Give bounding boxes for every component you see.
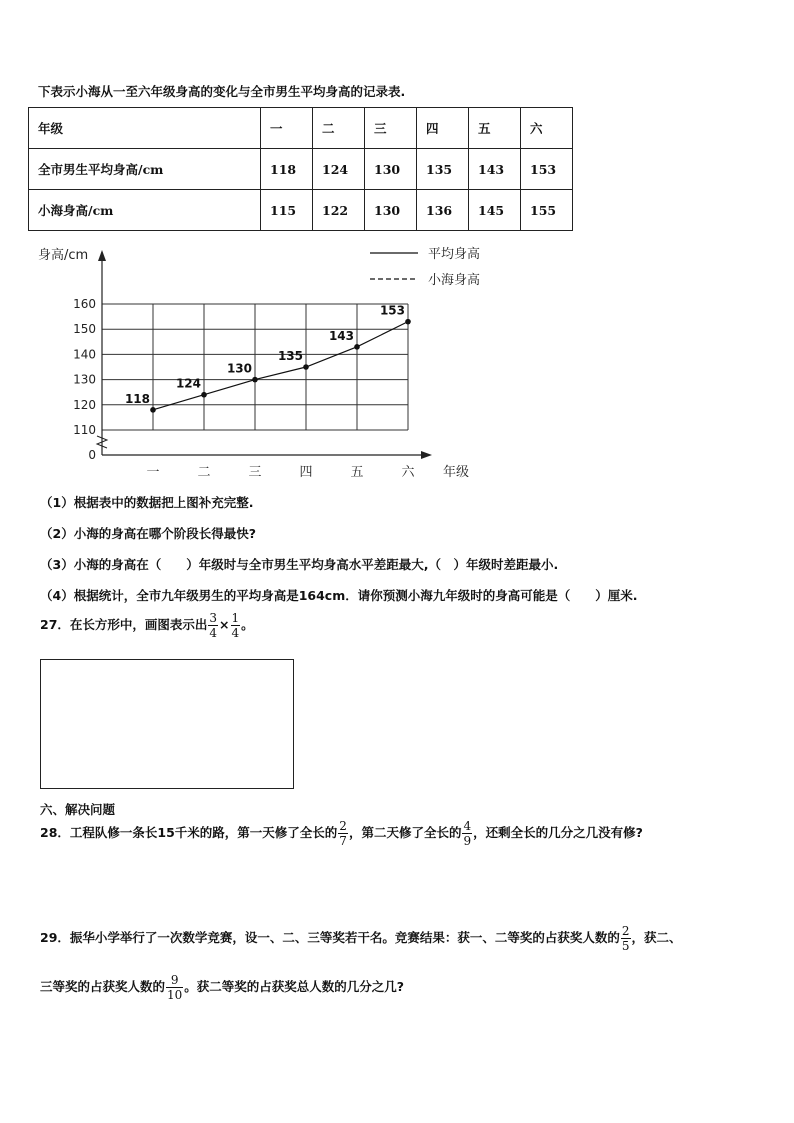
- table-cell: 130: [365, 149, 417, 190]
- table-cell: 全市男生平均身高/cm: [29, 149, 261, 190]
- data-label: 118: [124, 391, 150, 406]
- fraction: [338, 820, 348, 847]
- y-tick-label: 160: [73, 297, 96, 311]
- problem-29-text: 三等奖的占获奖人数的: [40, 979, 166, 994]
- data-label: 130: [226, 361, 252, 376]
- y-tick-label: 130: [73, 372, 96, 387]
- times-sign: ×: [219, 617, 230, 632]
- problem-29-line-1: [40, 925, 682, 952]
- table-cell: 小海身高/cm: [29, 190, 261, 231]
- data-point: [150, 407, 156, 413]
- problem-29-text: 29．振华小学举行了一次数学竞赛，设一、二、三等奖若干名。竞赛结果：获一、二等奖的占获奖人数的: [40, 930, 620, 945]
- table-cell: 124: [313, 149, 365, 190]
- x-tick-label: 三: [248, 465, 262, 480]
- x-tick-label: 四: [299, 465, 313, 480]
- problem-28-text: ，第二天修了全长的: [348, 825, 462, 840]
- x-axis-arrow: [421, 451, 432, 459]
- denominator: 9: [463, 834, 472, 848]
- header-cell: 二: [313, 108, 365, 149]
- chart-ticks: [38, 247, 469, 480]
- chart-legend: [370, 246, 480, 288]
- data-label: 124: [175, 376, 201, 391]
- denominator: 5: [621, 939, 630, 953]
- numerator: 2: [339, 819, 347, 833]
- drawing-rectangle[interactable]: [40, 659, 294, 789]
- axis-break-symbol: [97, 436, 107, 448]
- chart-grid: [102, 304, 408, 430]
- fraction: [462, 820, 472, 847]
- series-line-average: [153, 322, 408, 410]
- y-axis-arrow: [98, 250, 106, 261]
- numerator: 2: [621, 924, 630, 938]
- question-3: （3）小海的身高在（ ）年级时与全市男生平均身高水平差距最大,（ ）年级时差距最小.: [40, 557, 559, 572]
- table-cell: 130: [365, 190, 417, 231]
- x-tick-label: 五: [350, 465, 364, 480]
- problem-29-text: 。获二等奖的占获奖总人数的几分之几?: [184, 979, 405, 994]
- table-cell: 145: [469, 190, 521, 231]
- table-cell: 135: [417, 149, 469, 190]
- header-cell: 一: [261, 108, 313, 149]
- header-cell: 五: [469, 108, 521, 149]
- table-cell: 153: [521, 149, 573, 190]
- fraction: [621, 925, 631, 952]
- header-cell: 三: [365, 108, 417, 149]
- table-cell: 115: [261, 190, 313, 231]
- denominator: 10: [167, 988, 183, 1002]
- problem-27: [40, 612, 254, 639]
- y-tick-label: 120: [73, 397, 96, 412]
- data-point: [303, 364, 309, 370]
- y-tick-label: 110: [73, 423, 96, 437]
- table-cell: 122: [313, 190, 365, 231]
- denominator: 4: [231, 626, 240, 640]
- problem-29-text: ，获二、: [631, 930, 682, 945]
- header-cell: 年级: [29, 108, 261, 149]
- problem-28-text: 28．工程队修一条长15千米的路，第一天修了全长的: [40, 825, 338, 840]
- numerator: 1: [231, 611, 240, 625]
- fraction: [208, 612, 218, 639]
- data-label: 135: [277, 349, 303, 363]
- y-tick-label: 150: [73, 322, 96, 337]
- header-cell: 四: [417, 108, 469, 149]
- height-line-chart: [0, 0, 794, 490]
- problem-27-text: 27．在长方形中，画图表示出: [40, 617, 208, 632]
- punctuation: 。: [241, 617, 254, 632]
- table-cell: 155: [521, 190, 573, 231]
- table-cell: 143: [469, 149, 521, 190]
- problem-28-text: ，还剩全长的几分之几没有修?: [473, 825, 643, 840]
- data-point: [354, 344, 360, 350]
- question-2: （2）小海的身高在哪个阶段长得最快?: [40, 526, 256, 541]
- fraction: [166, 974, 183, 1001]
- data-label: 153: [379, 303, 405, 318]
- y-tick-label: 140: [73, 347, 96, 362]
- header-cell: 六: [521, 108, 573, 149]
- chart-series: [125, 304, 411, 413]
- denominator: 4: [209, 626, 218, 640]
- x-tick-label: 二: [197, 465, 211, 480]
- problem-29-line-2: [40, 974, 404, 1001]
- legend-label: 小海身高: [428, 273, 481, 288]
- question-4: （4）根据统计，全市九年级男生的平均身高是164cm．请你预测小海九年级时的身高可能是（ ）厘米.: [40, 588, 638, 603]
- x-tick-label: 一: [146, 465, 160, 480]
- question-1: （1）根据表中的数据把上图补充完整.: [40, 495, 254, 510]
- denominator: 7: [339, 834, 347, 848]
- y-axis-label: 身高/cm: [38, 248, 89, 263]
- data-label: 143: [328, 328, 354, 343]
- section-heading: 六、解决问题: [40, 802, 116, 817]
- y-tick-label: 0: [88, 448, 96, 462]
- table-cell: 118: [261, 149, 313, 190]
- data-point: [201, 392, 207, 398]
- numerator: 4: [463, 819, 472, 833]
- data-point: [405, 319, 411, 325]
- fraction: [231, 612, 241, 639]
- table-cell: 136: [417, 190, 469, 231]
- numerator: 3: [209, 611, 218, 625]
- x-tick-label: 六: [401, 465, 415, 480]
- data-point: [252, 377, 258, 383]
- intro-text: 下表示小海从一至六年级身高的变化与全市男生平均身高的记录表.: [38, 84, 406, 99]
- problem-28: [40, 820, 643, 847]
- x-axis-label: 年级: [443, 465, 470, 480]
- numerator: 9: [166, 974, 183, 988]
- legend-label: 平均身高: [428, 247, 481, 262]
